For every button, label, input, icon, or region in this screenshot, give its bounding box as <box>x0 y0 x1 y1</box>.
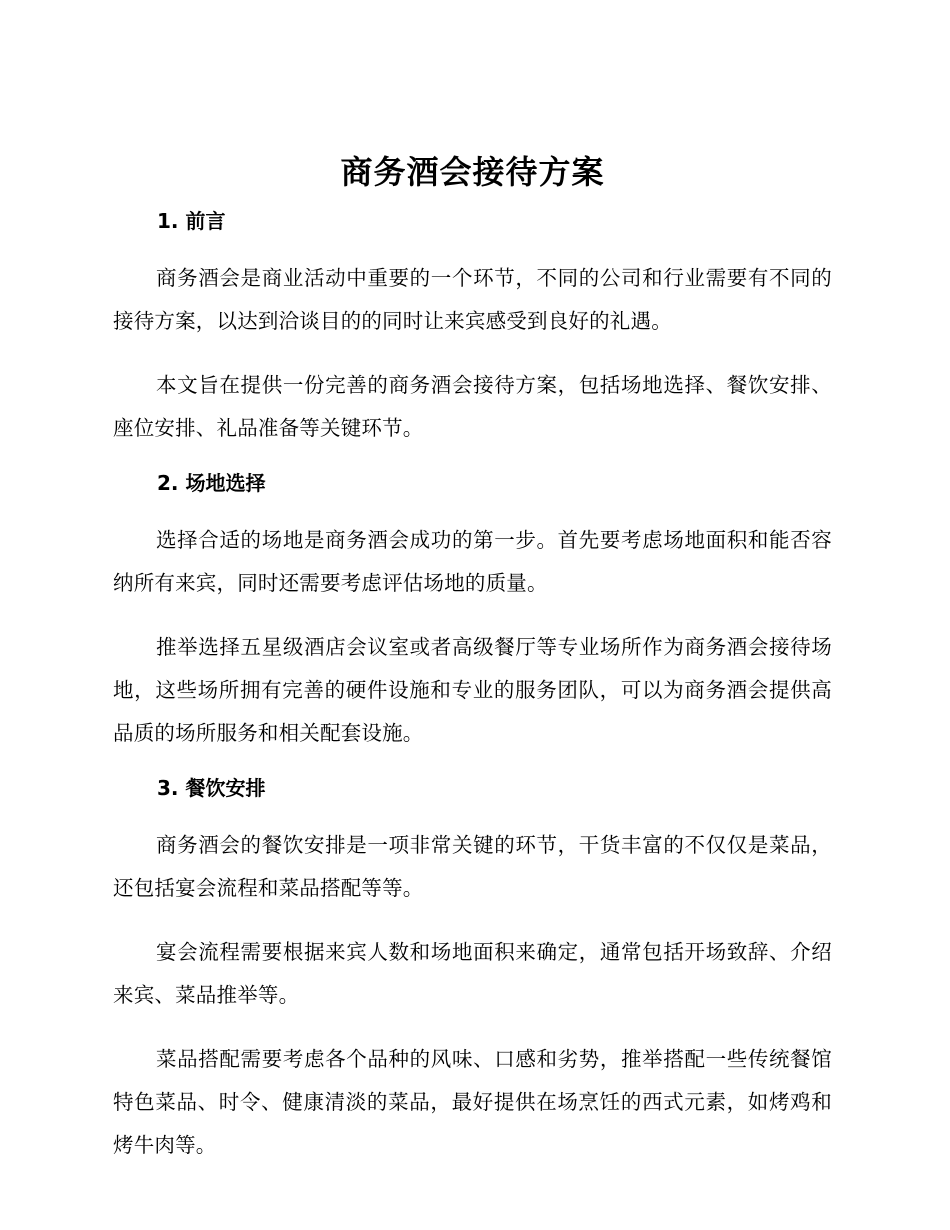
paragraph: 推举选择五星级酒店会议室或者高级餐厅等专业场所作为商务酒会接待场地，这些场所拥有完善的硬件设施和专业的服务团队，可以为商务酒会提供高品质的场所服务和相关配套设施。 <box>113 635 832 745</box>
section-preface <box>113 206 832 450</box>
paragraph: 菜品搭配需要考虑各个品种的风味、口感和劣势，推举搭配一些传统餐馆特色菜品、时令、健康清淡的菜品，最好提供在场烹饪的西式元素，如烤鸡和烤牛肉等。 <box>113 1047 832 1157</box>
section-heading: 3. 餐饮安排 <box>157 776 266 800</box>
section-heading: 1. 前言 <box>157 209 226 233</box>
section-venue-selection <box>113 468 832 755</box>
section-heading: 2. 场地选择 <box>157 471 266 495</box>
document-title: 商务酒会接待方案 <box>340 153 605 191</box>
paragraph: 宴会流程需要根据来宾人数和场地面积来确定，通常包括开场致辞、介绍来宾、菜品推举等。 <box>113 940 832 1007</box>
paragraph: 选择合适的场地是商务酒会成功的第一步。首先要考虑场地面积和能否容纳所有来宾，同时还需要考虑评估场地的质量。 <box>113 528 832 595</box>
paragraph: 本文旨在提供一份完善的商务酒会接待方案，包括场地选择、餐饮安排、座位安排、礼品准备等关键环节。 <box>113 373 832 440</box>
paragraph: 商务酒会是商业活动中重要的一个环节，不同的公司和行业需要有不同的接待方案，以达到洽谈目的的同时让来宾感受到良好的礼遇。 <box>113 266 832 333</box>
section-catering <box>113 773 832 1167</box>
paragraph: 商务酒会的餐饮安排是一项非常关键的环节，干货丰富的不仅仅是菜品，还包括宴会流程和菜品搭配等等。 <box>113 833 832 900</box>
